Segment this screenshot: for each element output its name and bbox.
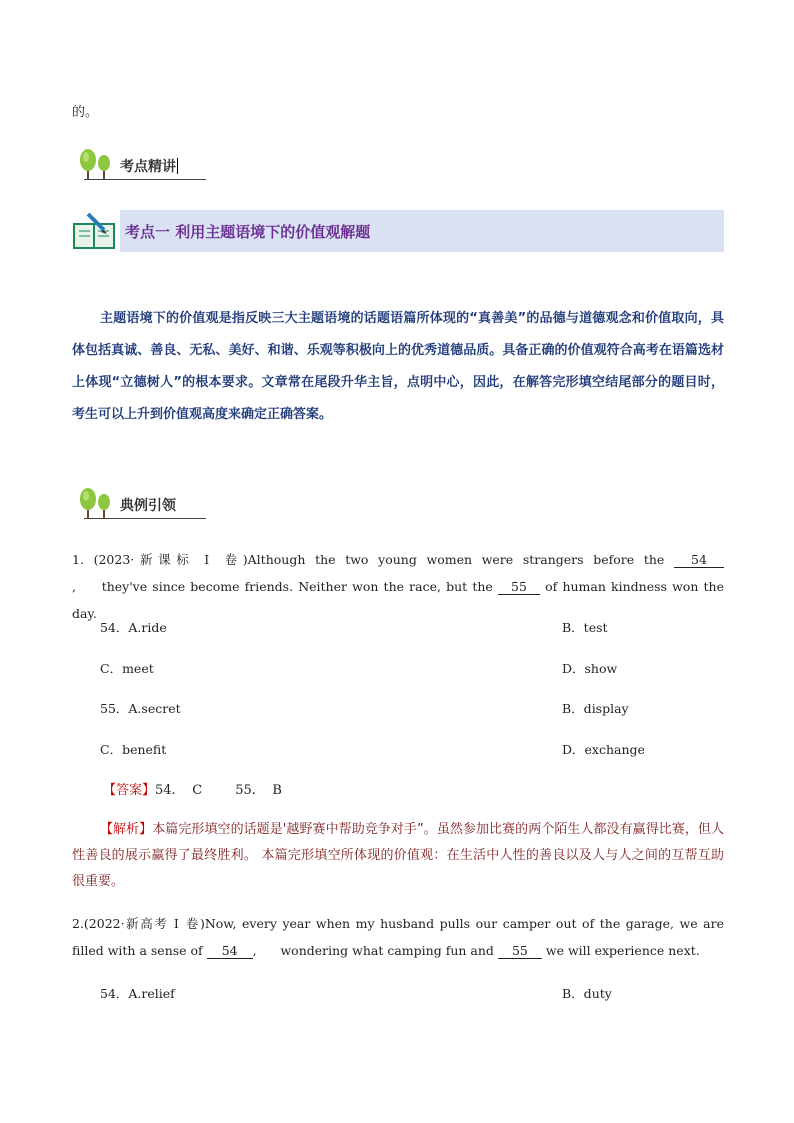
book-icon [70,210,120,252]
banner-title: 考点一 利用主题语境下的价值观解题 [125,223,371,241]
question-1 [72,546,724,627]
divider [84,179,206,180]
option-55-c: C．benefit [100,742,167,757]
answer-text: 54. C 55. B [155,783,282,798]
divider [84,518,206,519]
blank-55: 55 [498,579,540,595]
intro-text: 的。 [72,105,99,120]
answer-tag: 【答案】 [103,783,156,798]
option-55-a: 55．A.secret [100,701,181,716]
question-text: , they've since become friends. Neither won the race, but the [72,579,493,594]
section-label: 考点精讲 [120,159,176,175]
section-header-kaodian [74,148,209,180]
tree-icon [76,487,116,521]
option-54-b: B．test [562,620,608,635]
text-cursor [177,158,178,174]
section-label: 典例引领 [120,498,176,514]
question-text: 2.(2022·新高考 Ⅰ 卷)Now, every year when my husband pulls our camper out of the garage, we are filled with a sense of [72,916,724,958]
analysis-paragraph [72,817,724,895]
blank-54: 54 [674,552,724,568]
section-header-dianli [74,487,209,519]
question-text: 1. (2023·新课标 Ⅰ 卷)Although the two young women were strangers before the [72,552,665,567]
question-text: we will experience next. [545,943,700,958]
option-54-d: D．show [562,661,618,676]
option-54-c: C．meet [100,661,154,676]
option-55-b: B．display [562,701,629,716]
analysis-tag: 【解析】 [100,822,153,837]
question-text: of human kindness won the day. [72,579,724,621]
option-55-d: D．exchange [562,742,645,757]
question-text: , wondering what camping fun and [252,943,494,958]
blank-55: 55 [498,943,542,959]
tree-icon [76,148,116,182]
option-54-a: 54．A.ride [100,620,167,635]
option-54-a: 54．A.relief [100,986,175,1001]
explanation-paragraph: 主题语境下的价值观是指反映三大主题语境的话题语篇所体现的“真善美”的品德与道德观念和价值取向，具体包括真诚、善良、无私、美好、和谐、乐观等积极向上的优秀道德品质。具备正确的价值观符合高考在语篇选材上体现“立德树人”的根本要求。文章常在尾段升华主旨，点明中心，因此，在解答完形填空结尾部分的题目时，考生可以上升到价值观高度来确定正确答案。 [72,311,724,422]
blank-54: 54 [207,943,253,959]
question-2 [72,910,724,964]
analysis-text: 本篇完形填空的话题是'越野赛中帮助竞争对手”。虽然参加比赛的两个陌生人都没有赢得比赛，但人性善良的展示赢得了最终胜利。 本篇完形填空所体现的价值观：在生活中人性的善良以及人与人之间的互帮互助很重要。 [72,822,724,889]
kaodian-banner [70,210,724,252]
answer-line [103,779,282,798]
option-54-b: B．duty [562,986,612,1001]
